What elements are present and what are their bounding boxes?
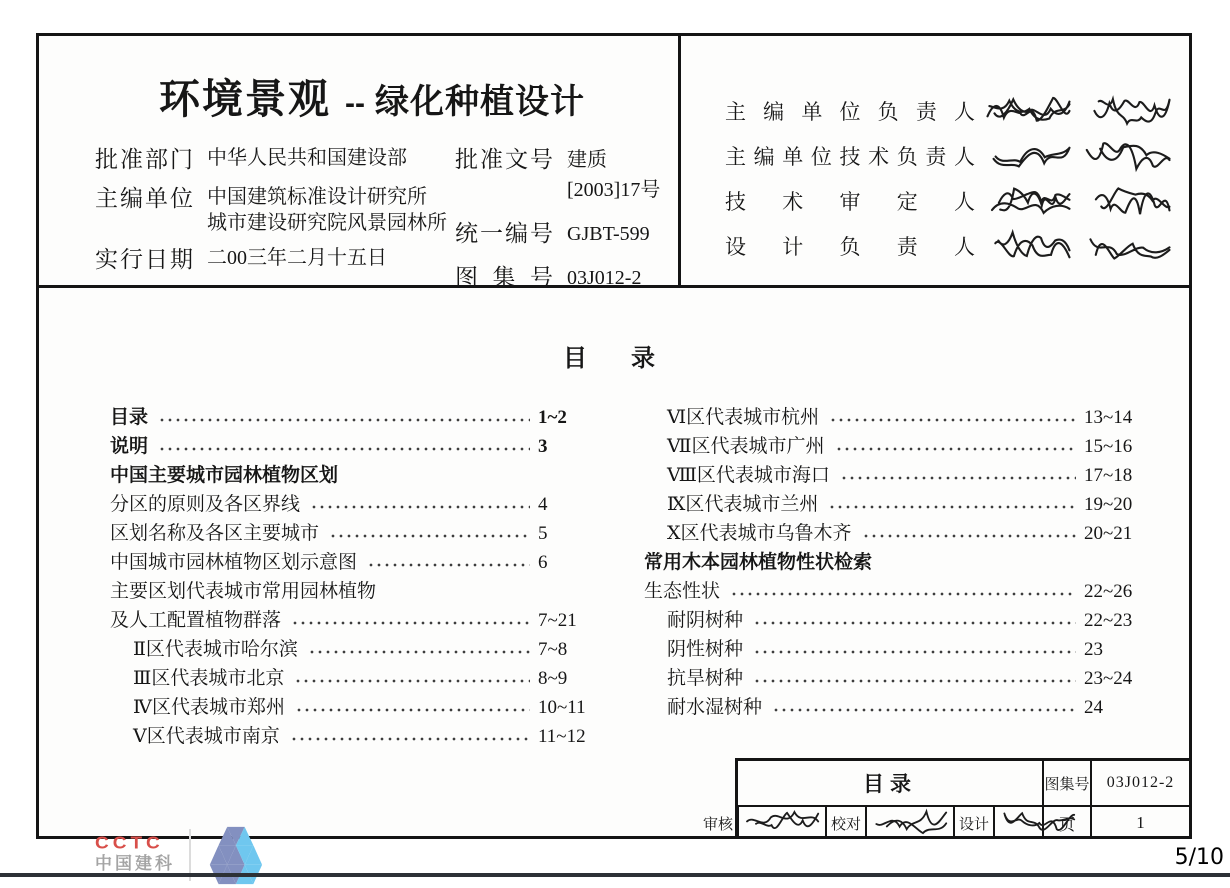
toc-entry	[110, 722, 592, 751]
header-left-section	[39, 36, 681, 290]
titleblock-sig-cell	[865, 807, 955, 839]
toc-dot-leader	[158, 403, 530, 432]
toc-dot-leader	[730, 577, 1076, 606]
header-field-value-line: 中国建筑标准设计研究所	[207, 186, 427, 208]
toc-dot-leader	[829, 403, 1076, 432]
header-field-value-line: 二00三年二月十五日	[207, 247, 387, 269]
header-field-label: 批准部门	[95, 147, 193, 172]
toc-entry-page: 10~11	[538, 697, 586, 718]
header-field-label: 主编单位	[95, 186, 193, 211]
toc-entry-page: 17~18	[1084, 465, 1133, 486]
cctc-wordmark: CCTC	[95, 833, 164, 854]
toc-entry	[110, 403, 592, 432]
document-title	[39, 66, 678, 125]
toc-entry-title: 耐水湿树种	[667, 697, 763, 718]
signature-section	[681, 36, 1189, 285]
document-sheet	[36, 33, 1192, 873]
toc-dot-leader	[882, 548, 1076, 577]
toc-entry	[644, 432, 1138, 461]
header-field-value	[567, 263, 641, 293]
signature-scribble	[983, 226, 1075, 266]
toc-entry-title: 常用木本园林植物性状检索	[644, 552, 873, 573]
toc-entry-page: 15~16	[1084, 436, 1133, 457]
toc-entry-title: Ⅵ区代表城市杭州	[667, 407, 820, 428]
toc-entry-title: 目录	[110, 407, 149, 428]
toc-dot-leader	[348, 461, 530, 490]
toc-entry	[110, 577, 592, 606]
toc-entry-title: Ⅲ区代表城市北京	[133, 668, 285, 689]
company-name: 中国建科	[95, 854, 175, 873]
header-field	[455, 145, 678, 205]
signature-row-label: 主编单位负责人	[725, 99, 975, 124]
toc-dot-leader	[828, 490, 1076, 519]
toc-entry-title: Ⅱ区代表城市哈尔滨	[133, 639, 298, 660]
toc-entry-title: 分区的原则及各区界线	[110, 494, 301, 515]
toc-entry-title: 耐阴树种	[667, 610, 744, 631]
toc-entry-title: Ⅶ区代表城市广州	[667, 436, 825, 457]
toc-entry-page: 23~24	[1084, 668, 1133, 689]
toc-entry-page: 24	[1084, 697, 1103, 718]
toc-entry	[110, 490, 592, 519]
toc-entry	[644, 664, 1138, 693]
toc-dot-leader	[295, 693, 530, 722]
toc-entry-page: 8~9	[538, 668, 568, 689]
toc-entry-page: 6	[538, 552, 548, 573]
signature-row-label: 主编单位技术负责人	[725, 144, 975, 169]
toc-dot-leader	[386, 577, 530, 606]
header-field	[95, 145, 455, 175]
drawing-title-block	[702, 758, 1192, 839]
atlas-number-value: 03J012-2	[1106, 774, 1175, 791]
page-label: 页	[1044, 805, 1092, 839]
toc-entry-page: 22~26	[1084, 581, 1133, 602]
toc-entry-page: 5	[538, 523, 548, 544]
title-dash: --	[345, 87, 365, 120]
header-field	[95, 184, 455, 236]
toc-entry	[110, 461, 592, 490]
toc-entry-page: 7~8	[538, 639, 568, 660]
toc-entry	[110, 635, 592, 664]
signature-scribble	[983, 181, 1075, 221]
toc-entry-page: 1~2	[538, 407, 567, 428]
header-field-value	[567, 145, 678, 205]
title-block-name: 目录	[738, 761, 1044, 805]
toc-entry-title: Ⅴ区代表城市南京	[133, 726, 280, 747]
toc-entry-title: Ⅸ区代表城市兰州	[667, 494, 819, 515]
toc-dot-leader	[862, 519, 1076, 548]
toc-dot-leader	[840, 461, 1076, 490]
toc-entry	[644, 693, 1138, 722]
publisher-logo	[95, 822, 265, 888]
toc-entry-page: 4	[538, 494, 548, 515]
toc-entry-page: 23	[1084, 639, 1103, 660]
toc-dot-leader	[772, 693, 1076, 722]
header-field-label: 统一编号	[455, 221, 553, 246]
signature-scribble	[1083, 136, 1175, 176]
toc-dot-leader	[753, 635, 1076, 664]
toc-column-left	[110, 403, 592, 751]
signature-scribble	[1083, 91, 1175, 131]
toc-entry	[110, 432, 592, 461]
atlas-number-label: 图集号	[1044, 761, 1092, 805]
approval-fields	[95, 145, 455, 307]
header-field-value	[207, 145, 407, 171]
titleblock-sig-label: 设计	[958, 816, 989, 833]
toc-entry	[110, 606, 592, 635]
toc-dot-leader	[835, 432, 1076, 461]
toc-entry-title: 区划名称及各区主要城市	[110, 523, 320, 544]
toc-entry-page: 20~21	[1084, 523, 1133, 544]
page-number: 1	[1092, 805, 1189, 839]
signature-row-label: 设计负责人	[725, 234, 975, 259]
toc-dot-leader	[290, 722, 530, 751]
toc-section	[39, 288, 1189, 751]
toc-entry	[644, 403, 1138, 432]
toc-entry-page: 22~23	[1084, 610, 1133, 631]
header-field	[95, 245, 455, 275]
toc-dot-leader	[294, 664, 530, 693]
header-field-label: 批准文号	[455, 147, 553, 172]
header-field-value-line: 03J012-2	[567, 267, 642, 289]
signature-row	[725, 133, 1175, 178]
signature-row-label: 技术审定人	[725, 189, 975, 214]
header-field-value	[567, 219, 650, 249]
toc-entry	[644, 635, 1138, 664]
toc-entry-title: 抗旱树种	[667, 668, 744, 689]
toc-entry-page: 7~21	[538, 610, 577, 631]
header-field-value	[207, 184, 447, 236]
toc-dot-leader	[367, 548, 530, 577]
header-field-value-line: 城市建设研究院风景园林所	[207, 212, 447, 234]
toc-entry	[644, 548, 1138, 577]
toc-entry-page: 3	[538, 436, 548, 457]
viewer-page-indicator: 5/10	[1174, 845, 1224, 870]
header-fields	[39, 145, 678, 307]
toc-dot-leader	[308, 635, 530, 664]
title-main: 环境景观	[159, 76, 331, 122]
toc-entry-title: 中国城市园林植物区划示意图	[110, 552, 358, 573]
titleblock-sig-label: 审核	[702, 816, 733, 833]
toc-dot-leader	[753, 664, 1076, 693]
cctc-hex-logo-icon	[203, 822, 265, 888]
toc-column-right	[644, 403, 1138, 751]
toc-entry-title: 主要区划代表城市常用园林植物	[110, 581, 377, 602]
toc-entry	[110, 548, 592, 577]
signature-row	[725, 88, 1175, 133]
toc-dot-leader	[329, 519, 530, 548]
signature-scribble	[741, 807, 825, 839]
titleblock-sig-label: 校对	[830, 816, 861, 833]
header-field-label: 图集号	[455, 265, 553, 290]
signature-scribble	[983, 91, 1075, 131]
header-field-value-line: GJBT-599	[567, 223, 650, 245]
toc-entry-title: Ⅷ区代表城市海口	[667, 465, 830, 486]
number-fields	[455, 145, 678, 307]
signature-scribble	[869, 807, 953, 839]
toc-entry	[644, 606, 1138, 635]
toc-dot-leader	[310, 490, 530, 519]
title-sub: 绿化种植设计	[374, 83, 585, 121]
signature-row	[725, 178, 1175, 223]
toc-entry-page: 11~12	[538, 726, 586, 747]
toc-entry-title: 中国主要城市园林植物区划	[110, 465, 339, 486]
signature-row	[725, 223, 1175, 268]
signature-scribble	[1083, 181, 1175, 221]
toc-entry	[644, 577, 1138, 606]
titleblock-sig-cell	[737, 807, 827, 839]
toc-entry-title: Ⅳ区代表城市郑州	[133, 697, 285, 718]
viewer-bottom-bar	[0, 873, 1230, 877]
toc-dot-leader	[158, 432, 530, 461]
header-field	[455, 263, 678, 293]
review-signature-row	[702, 805, 1044, 839]
signature-scribble	[983, 136, 1075, 176]
signature-scribble	[1083, 226, 1175, 266]
toc-entry	[110, 664, 592, 693]
toc-entry-title: 阴性树种	[667, 639, 744, 660]
toc-entry	[644, 461, 1138, 490]
toc-entry-title: Ⅹ区代表城市乌鲁木齐	[667, 523, 852, 544]
toc-entry-title: 生态性状	[644, 581, 721, 602]
toc-entry-page: 13~14	[1084, 407, 1133, 428]
header-field-value-line: 中华人民共和国建设部	[207, 147, 407, 169]
header-field-value	[207, 245, 387, 271]
toc-entry	[110, 519, 592, 548]
toc-dot-leader	[753, 606, 1076, 635]
header-field-value-line: 建质[2003]17号	[567, 149, 661, 201]
header-field-label: 实行日期	[95, 247, 193, 272]
toc-dot-leader	[291, 606, 530, 635]
toc-entry-page: 19~20	[1084, 494, 1133, 515]
toc-heading: 目 录	[563, 346, 665, 372]
toc-entry-title: 说明	[110, 436, 149, 457]
toc-entry	[644, 490, 1138, 519]
toc-entry	[644, 519, 1138, 548]
toc-entry	[110, 693, 592, 722]
header-field	[455, 219, 678, 249]
toc-entry-title: 及人工配置植物群落	[110, 610, 282, 631]
title-header	[39, 36, 1189, 288]
